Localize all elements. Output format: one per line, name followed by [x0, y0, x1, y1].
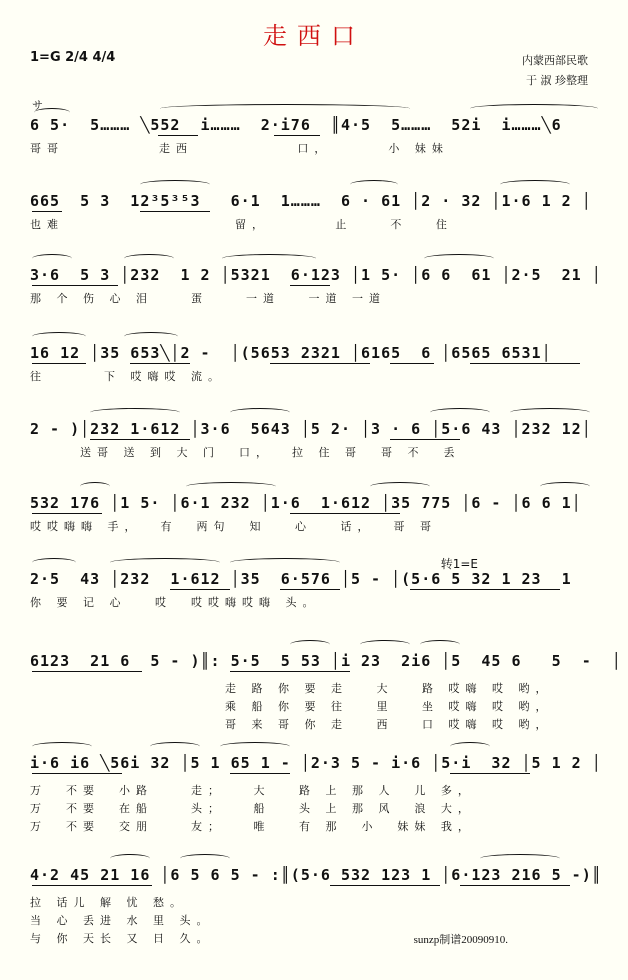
- lyric-line: 与 你 天长 又 日 久。: [30, 932, 214, 945]
- modulation-mark: 转1=E: [440, 557, 478, 571]
- key-signature: 1=G 2/4 4/4: [30, 50, 116, 65]
- notation-line: 532 176 │1 5· │6·1 232 │1·6 1·612 │35 775 │6 - │6 6 1│: [30, 494, 582, 512]
- free-rhythm-mark: サ: [32, 99, 43, 112]
- lyric-line: 万 不要 在船 头； 船 头 上 那 风 浪 大，: [30, 802, 475, 815]
- page-title: 走西口: [263, 22, 365, 50]
- lyric-line: 当 心 丢进 水 里 头。: [30, 914, 214, 927]
- lyric-line: 走 路 你 要 走 大 路 哎嗨 哎 哟，: [225, 682, 553, 695]
- lyric-line: 万 不要 交朋 友； 唯 有 那 小 妹妹 我，: [30, 820, 475, 833]
- notation-line: 2 - )│232 1·612 │3·6 5643 │5 2· │3 · 6 │5·6 43 │232 12│: [30, 420, 592, 438]
- lyric-line: 你 要 记 心 哎 哎哎嗨哎嗨 头。: [30, 596, 320, 609]
- notation-line: 16 12 │35 653╲│2 - │(5653 2321 │6165 6 │6565 6531│: [30, 344, 552, 362]
- lyric-line: 乘 船 你 要 往 里 坐 哎嗨 哎 哟，: [225, 700, 553, 713]
- notation-line: 6123 21 6 5 - )║: 5·5 5 53 │i 23 2i6 │5 45 6 5 - │: [30, 652, 622, 670]
- notation-line: i·6 i6 ╲56i 32 │5 1 65 1 - │2·3 5 - i·6 │5·i 32 │5 1 2 │: [30, 754, 602, 772]
- lyric-line: 哥哥 走西 口， 小 妹妹: [30, 142, 449, 155]
- notation-line: 665 5 3 12³5³⁵3 6·1 1……… 6 · 61 │2 · 32 │1·6 1 2 │: [30, 192, 592, 210]
- origin-credit: 内蒙西部民歌: [522, 54, 588, 67]
- lyric-line: 万 不要 小路 走； 大 路 上 那 人 儿 多，: [30, 784, 475, 797]
- notation-line: 6 5· 5……… ╲552 i……… 2·i76 ║4·5 5……… 52i i………╲6: [30, 116, 562, 134]
- lyric-line: 哎哎嗨嗨 手， 有 两句 知 心 话， 哥 哥: [30, 520, 437, 533]
- lyric-line: 往 下 哎嗨哎 流。: [30, 370, 225, 383]
- signature: sunzp制谱20090910.: [413, 934, 508, 946]
- notation-line: 2·5 43 │232 1·612 │35 6·576 │5 - │(5·6 5 32 1 23 1: [30, 570, 572, 588]
- notation-line: 4·2 45 21 16 │6 5 6 5 - :║(5·6 532 123 1 │6·123 216 5 -)║: [30, 866, 602, 884]
- notation-line: 3·6 5 3 │232 1 2 │5321 6·123 │1 5· │6 6 61 │2·5 21 │: [30, 266, 602, 284]
- arranger-credit: 于 淑 珍整理: [526, 74, 588, 87]
- lyric-line: 拉 话儿 解 忧 愁。: [30, 896, 187, 909]
- lyric-line: 也难 留， 止 不 住: [30, 218, 453, 231]
- lyric-line: 哥 来 哥 你 走 西 口 哎嗨 哎 哟，: [225, 718, 553, 731]
- lyric-line: 送哥 送 到 大 门 口， 拉 住 哥 哥 不 丢: [80, 446, 461, 459]
- lyric-line: 那 个 伤 心 泪 蛋 一道 一道 一道: [30, 292, 386, 305]
